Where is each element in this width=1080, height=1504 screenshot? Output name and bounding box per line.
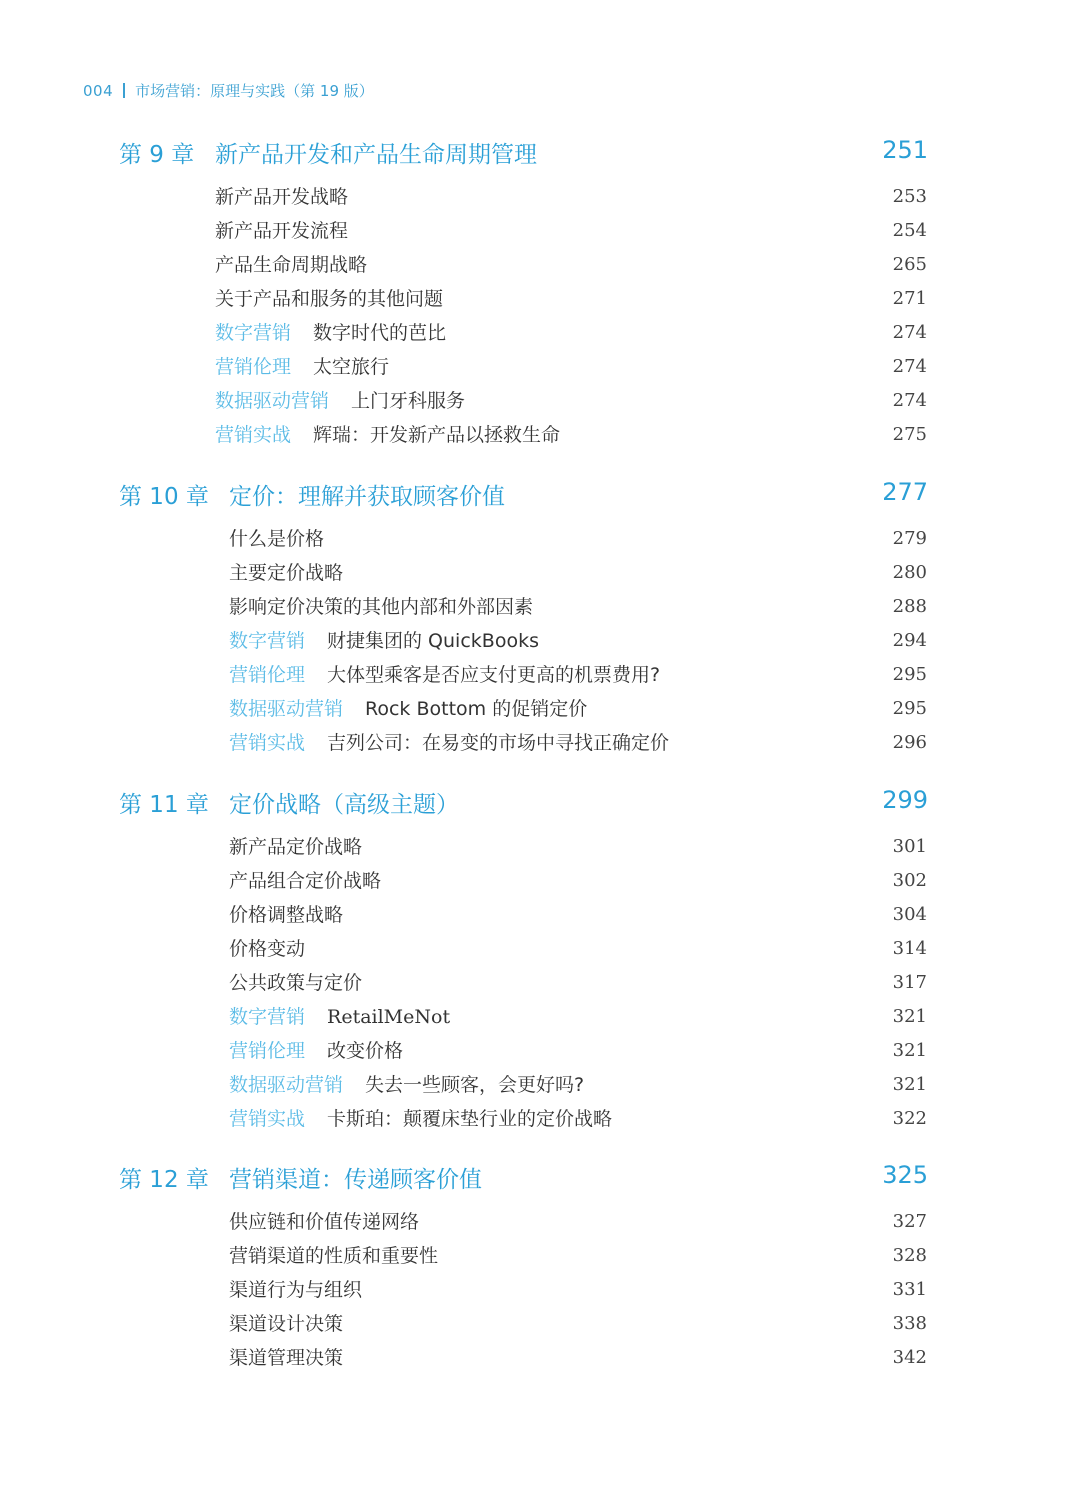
entry-tag: 营销实战 — [229, 1108, 306, 1130]
toc-entry[interactable] — [215, 180, 1080, 214]
toc-entry[interactable] — [229, 1068, 1080, 1102]
entry-page: 314 — [892, 938, 927, 959]
entry-text: 大体型乘客是否应支付更高的机票费用? — [327, 664, 661, 686]
entry-text: 失去一些顾客，会更好吗? — [365, 1074, 585, 1096]
toc-entry[interactable] — [229, 1273, 1080, 1307]
toc-entry[interactable] — [229, 522, 1080, 556]
entry-page: 288 — [892, 596, 927, 617]
entry-page: 322 — [892, 1108, 927, 1129]
toc-entry[interactable] — [229, 624, 1080, 658]
entry-text: 营销渠道的性质和重要性 — [229, 1245, 439, 1267]
toc-entry[interactable] — [229, 590, 1080, 624]
entry-text: 价格变动 — [229, 938, 306, 960]
toc-entry[interactable] — [229, 1102, 1080, 1136]
entry-tag: 数据驱动营销 — [229, 1074, 344, 1096]
entry-text: 新产品定价战略 — [229, 836, 363, 858]
toc-entry[interactable] — [229, 556, 1080, 590]
entry-tag: 数字营销 — [215, 322, 292, 344]
chapter-heading[interactable] — [0, 1161, 1080, 1201]
toc-entry[interactable] — [229, 966, 1080, 1000]
entry-page: 301 — [892, 836, 927, 857]
toc-entry[interactable] — [229, 726, 1080, 760]
chapter-entries — [229, 1205, 1080, 1375]
toc-entry[interactable] — [229, 864, 1080, 898]
running-head — [83, 80, 374, 101]
chapter-title: 新产品开发和产品生命周期管理 — [215, 142, 537, 168]
entry-text: 辉瑞：开发新产品以拯救生命 — [313, 424, 561, 446]
entry-text: 卡斯珀：颠覆床垫行业的定价战略 — [327, 1108, 613, 1130]
toc-entry[interactable] — [215, 384, 1080, 418]
entry-page: 321 — [892, 1040, 927, 1061]
entry-text: 影响定价决策的其他内部和外部因素 — [229, 596, 534, 618]
entry-page: 274 — [892, 390, 927, 411]
entry-page: 274 — [892, 322, 927, 343]
toc-entry[interactable] — [229, 898, 1080, 932]
chapter-title: 定价战略（高级主题） — [229, 792, 459, 818]
entry-tag: 营销伦理 — [229, 1040, 306, 1062]
entry-text: 关于产品和服务的其他问题 — [215, 288, 444, 310]
entry-text: 数字时代的芭比 — [313, 322, 447, 344]
chapter-entries — [229, 522, 1080, 760]
chapter-number: 第 11 章 — [119, 792, 209, 818]
chapter-number: 第 10 章 — [119, 484, 209, 510]
entry-tag: 营销伦理 — [215, 356, 292, 378]
entry-page: 274 — [892, 356, 927, 377]
entry-page: 254 — [892, 220, 927, 241]
chapter-page: 277 — [882, 478, 928, 506]
entry-tag: 数据驱动营销 — [215, 390, 330, 412]
toc-entry[interactable] — [229, 1034, 1080, 1068]
entry-page: 321 — [892, 1074, 927, 1095]
entry-page: 302 — [892, 870, 927, 891]
chapter-title: 营销渠道：传递顾客价值 — [229, 1167, 482, 1193]
chapter-page: 251 — [882, 136, 928, 164]
toc-entry[interactable] — [229, 1239, 1080, 1273]
chapter-entries — [229, 830, 1080, 1136]
entry-text: RetailMeNot — [327, 1006, 451, 1028]
entry-page: 327 — [892, 1211, 927, 1232]
entry-text: 产品组合定价战略 — [229, 870, 382, 892]
toc-entry[interactable] — [215, 316, 1080, 350]
entry-page: 338 — [892, 1313, 927, 1334]
entry-text: 新产品开发战略 — [215, 186, 349, 208]
toc-entry[interactable] — [229, 1000, 1080, 1034]
chapter-page: 299 — [882, 786, 928, 814]
toc-entry[interactable] — [229, 1307, 1080, 1341]
entry-text: 供应链和价值传递网络 — [229, 1211, 420, 1233]
toc-entry[interactable] — [229, 658, 1080, 692]
toc-entry[interactable] — [229, 830, 1080, 864]
toc-entry[interactable] — [229, 932, 1080, 966]
toc-entry[interactable] — [215, 282, 1080, 316]
entry-text: 财捷集团的 QuickBooks — [327, 630, 539, 652]
chapter-12 — [0, 1161, 1080, 1375]
page-number: 004 — [83, 81, 114, 100]
entry-page: 317 — [892, 972, 927, 993]
toc-entry[interactable] — [229, 1205, 1080, 1239]
book-title: 市场营销：原理与实践（第 19 版） — [135, 82, 374, 100]
entry-page: 279 — [892, 528, 927, 549]
entry-text: Rock Bottom 的促销定价 — [365, 698, 588, 720]
entry-text: 吉列公司：在易变的市场中寻找正确定价 — [327, 732, 670, 754]
entry-page: 342 — [892, 1347, 927, 1368]
entry-text: 主要定价战略 — [229, 562, 344, 584]
chapter-title: 定价：理解并获取顾客价值 — [229, 484, 505, 510]
entry-text: 价格调整战略 — [229, 904, 344, 926]
entry-tag: 营销实战 — [215, 424, 292, 446]
chapter-entries — [215, 180, 1080, 452]
entry-page: 295 — [892, 698, 927, 719]
toc-entry[interactable] — [229, 1341, 1080, 1375]
chapter-9 — [0, 136, 1080, 452]
chapter-11 — [0, 786, 1080, 1136]
toc-entry[interactable] — [229, 692, 1080, 726]
entry-text: 产品生命周期战略 — [215, 254, 368, 276]
divider — [123, 83, 125, 98]
entry-text: 什么是价格 — [229, 528, 325, 550]
entry-text: 太空旅行 — [313, 356, 390, 378]
entry-page: 265 — [892, 254, 927, 275]
entry-page: 294 — [892, 630, 927, 651]
entry-text: 改变价格 — [327, 1040, 404, 1062]
toc-entry[interactable] — [215, 214, 1080, 248]
entry-page: 296 — [892, 732, 927, 753]
entry-tag: 营销实战 — [229, 732, 306, 754]
entry-page: 331 — [892, 1279, 927, 1300]
entry-page: 304 — [892, 904, 927, 925]
entry-text: 上门牙科服务 — [351, 390, 466, 412]
entry-tag: 营销伦理 — [229, 664, 306, 686]
chapter-heading[interactable] — [0, 136, 1080, 176]
entry-page: 275 — [892, 424, 927, 445]
entry-tag: 数字营销 — [229, 630, 306, 652]
entry-page: 280 — [892, 562, 927, 583]
entry-page: 253 — [892, 186, 927, 207]
entry-page: 295 — [892, 664, 927, 685]
entry-tag: 数据驱动营销 — [229, 698, 344, 720]
chapter-10 — [0, 478, 1080, 760]
chapter-number: 第 9 章 — [119, 142, 195, 168]
entry-text: 新产品开发流程 — [215, 220, 349, 242]
entry-text: 渠道设计决策 — [229, 1313, 344, 1335]
chapter-heading[interactable] — [0, 786, 1080, 826]
chapter-number: 第 12 章 — [119, 1167, 209, 1193]
entry-page: 271 — [892, 288, 927, 309]
entry-text: 公共政策与定价 — [229, 972, 363, 994]
entry-text: 渠道管理决策 — [229, 1347, 344, 1369]
entry-page: 328 — [892, 1245, 927, 1266]
entry-text: 渠道行为与组织 — [229, 1279, 363, 1301]
toc-entry[interactable] — [215, 248, 1080, 282]
entry-page: 321 — [892, 1006, 927, 1027]
toc-entry[interactable] — [215, 418, 1080, 452]
toc-entry[interactable] — [215, 350, 1080, 384]
entry-tag: 数字营销 — [229, 1006, 306, 1028]
chapter-heading[interactable] — [0, 478, 1080, 518]
chapter-page: 325 — [882, 1161, 928, 1189]
